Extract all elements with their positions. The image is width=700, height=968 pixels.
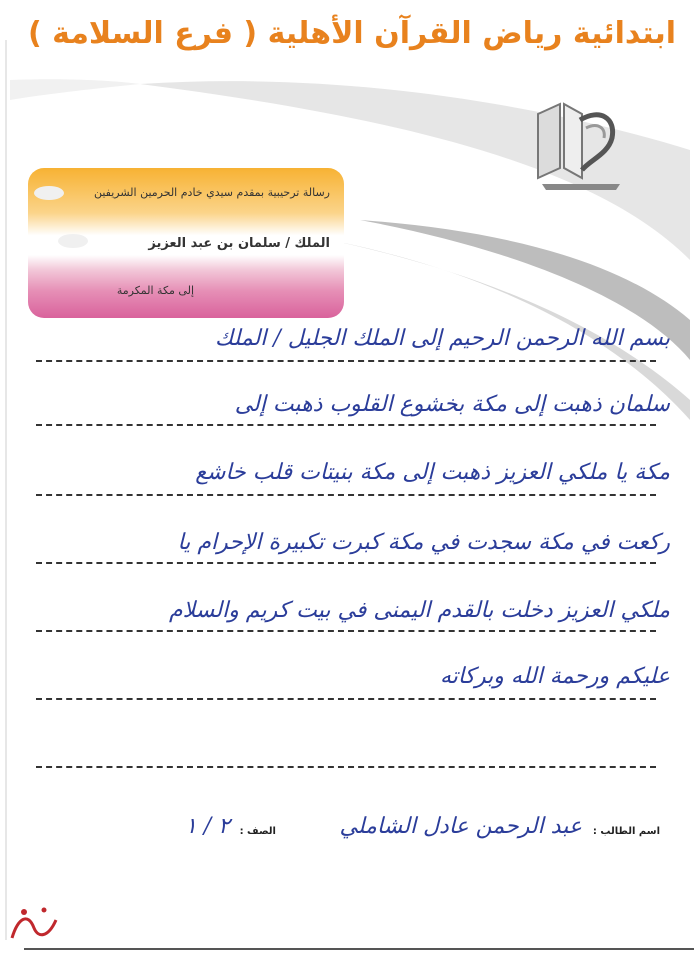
- writing-line: [36, 562, 656, 564]
- writing-line: [36, 494, 656, 496]
- class-value: ٢ / ١: [184, 814, 230, 839]
- student-name-value: عبد الرحمن عادل الشاملي: [339, 814, 582, 839]
- school-title: ابتدائية رياض القرآن الأهلية ( فرع السلامة ): [27, 16, 676, 51]
- writing-line: [36, 424, 656, 426]
- writing-line: [36, 630, 656, 632]
- class-label: الصف :: [239, 826, 276, 837]
- student-name-label: اسم الطالب :: [592, 826, 660, 837]
- bottom-divider: [24, 948, 694, 950]
- writing-line: [36, 766, 656, 768]
- banner-blob: [58, 234, 88, 248]
- letter-line-4: ركعت في مكة سجدت في مكة كبرت تكبيرة الإحرام يا: [177, 530, 670, 555]
- school-logo-icon: [520, 98, 630, 194]
- letter-line-6: عليكم ورحمة الله وبركاته: [439, 664, 670, 689]
- letter-line-2: سلمان ذهبت إلى مكة بخشوع القلوب ذهبت إلى: [234, 392, 670, 417]
- letter-line-5: ملكي العزيز دخلت بالقدم اليمنى في بيت كريم والسلام: [169, 598, 670, 623]
- writing-line: [36, 698, 656, 700]
- letter-line-3: مكة يا ملكي العزيز ذهبت إلى مكة بنيتات قلب خاشع: [195, 460, 670, 485]
- banner-line-3: إلى مكة المكرمة: [116, 284, 194, 297]
- banner-line-1: رسالة ترحيبية بمقدم سيدي خادم الحرمين الشريفين: [93, 186, 330, 199]
- letter-line-1: بسم الله الرحمن الرحيم إلى الملك الجليل / الملك: [215, 326, 670, 351]
- banner-line-2: الملك / سلمان بن عبد العزيز: [148, 236, 330, 251]
- welcome-banner: [28, 168, 344, 318]
- corner-stamp-icon: [4, 898, 64, 950]
- banner-blob: [34, 186, 64, 200]
- writing-line: [36, 360, 656, 362]
